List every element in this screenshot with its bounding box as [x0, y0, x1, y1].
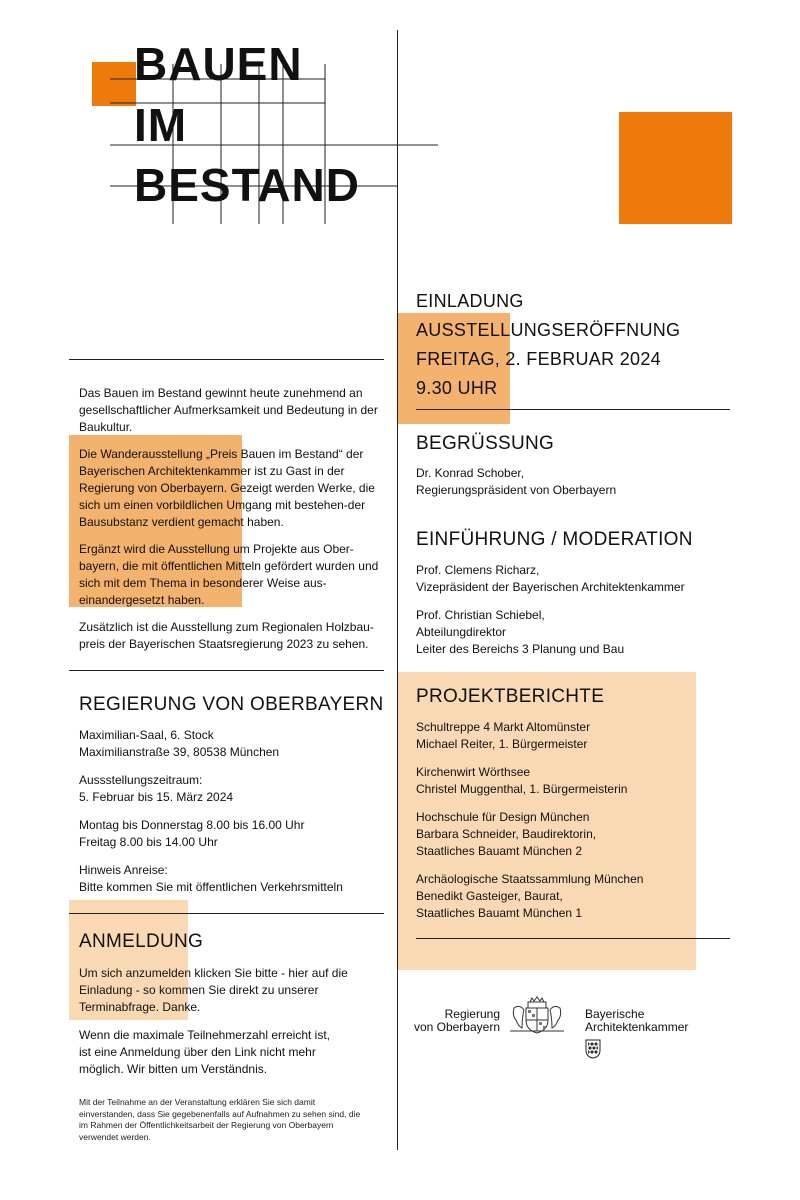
venue-travel: Bitte kommen Sie mit öffentlichen Verkehrsmitteln	[79, 880, 343, 894]
intro-paragraph-3: Ergänzt wird die Ausstellung um Projekte aus Ober-bayern, die mit öffentlichen Mitteln gefördert wurden und sich mit dem Thema in besonderer Weise aus-einandergesetzt haben.	[79, 542, 379, 607]
venue-travel-label: Hinweis Anreise:	[79, 863, 168, 877]
project-item	[416, 809, 696, 860]
intro-paragraph-1: Das Bauen im Bestand gewinnt heute zunehmend an gesellschaftlicher Aufmerksamkeit und Bedeutung in der Baukultur.	[79, 386, 378, 434]
intro-paragraph-2: Die Wanderausstellung „Preis Bauen im Bestand“ der Bayerischen Architektenkammer ist zu Gast in der Regierung von Oberbayern. Gezeigt werden Werke, die sich um einen vorbildlichen Umgang mit bestehen-der Bausubstanz verdient gemacht haben.	[79, 447, 375, 529]
project-speaker: Barbara Schneider, Baudirektorin,	[416, 827, 597, 841]
project-item	[416, 719, 696, 753]
rule-right-1	[416, 409, 730, 410]
moderator-2-role-2: Leiter des Bereichs 3 Planung und Bau	[416, 642, 625, 656]
venue-address: Maximilianstraße 39, 80538 München	[79, 745, 280, 759]
title-line-1: BAUEN	[134, 38, 303, 90]
welcome-name: Dr. Konrad Schober,	[416, 466, 525, 480]
moderation-heading: EINFÜHRUNG / MODERATION	[416, 529, 693, 550]
welcome-section	[416, 433, 736, 499]
bavarian-coat-of-arms-icon	[506, 996, 568, 1034]
rule-left-1	[69, 359, 384, 360]
welcome-heading: BEGRÜSSUNG	[416, 433, 555, 454]
invitation-time: 9.30 UHR	[416, 378, 498, 398]
project-title: Hochschule für Design München	[416, 810, 590, 824]
chamber-logo-text	[585, 1008, 715, 1034]
moderator-2-name: Prof. Christian Schiebel,	[416, 608, 545, 622]
project-office: Staatliches Bauamt München 1	[416, 906, 583, 920]
center-divider	[397, 30, 398, 1150]
project-item	[416, 871, 696, 922]
invitation-line-2: AUSSTELLUNGSERÖFFNUNG	[416, 320, 681, 340]
venue-section	[79, 694, 384, 896]
moderator-1-role: Vizepräsident der Bayerischen Architektenkammer	[416, 580, 685, 594]
gov-logo-line-1: Regierung	[444, 1007, 500, 1021]
venue-heading: REGIERUNG VON OBERBAYERN	[79, 694, 384, 715]
registration-link-text[interactable]: Um sich anzumelden klicken Sie bitte - hier auf die Einladung - so kommen Sie direkt zu unserer Terminabfrage. Danke.	[79, 966, 348, 1014]
gov-logo-text	[404, 1008, 500, 1034]
project-title: Schultreppe 4 Markt Altomünster	[416, 720, 591, 734]
moderator-2-role-1: Abteilungdirektor	[416, 625, 507, 639]
venue-room: Maximilian-Saal, 6. Stock	[79, 728, 214, 742]
invitation-block	[416, 287, 736, 403]
moderator-1-name: Prof. Clemens Richarz,	[416, 563, 540, 577]
registration-section[interactable]	[79, 931, 379, 1143]
intro-text	[79, 385, 379, 653]
project-item	[416, 764, 696, 798]
intro-paragraph-4: Zusätzlich ist die Ausstellung zum Regionalen Holzbau-preis der Bayerischen Staatsregierung 2023 zu sehen.	[79, 620, 374, 651]
venue-period-label: Aussstellungszeitraum:	[79, 773, 203, 787]
project-title: Kirchenwirt Wörthsee	[416, 765, 531, 779]
project-speaker: Michael Reiter, 1. Bürgermeister	[416, 737, 588, 751]
projects-heading: PROJEKTBERICHTE	[416, 686, 605, 707]
rule-left-2	[69, 670, 384, 671]
chamber-logo-line-1: Bayerische	[585, 1007, 645, 1021]
title-grid	[0, 0, 800, 240]
bavarian-lozenge-shield-icon	[585, 1039, 601, 1059]
invitation-date: FREITAG, 2. FEBRUAR 2024	[416, 349, 661, 369]
venue-hours-2: Freitag 8.00 bis 14.00 Uhr	[79, 835, 218, 849]
registration-note: Wenn die maximale Teilnehmerzahl erreicht ist, ist eine Anmeldung über den Link nicht mehr möglich. Wir bitten um Verständnis.	[79, 1028, 330, 1076]
gov-logo-line-2: von Oberbayern	[413, 1020, 500, 1034]
project-office: Staatliches Bauamt München 2	[416, 844, 583, 858]
rule-left-3	[69, 913, 384, 914]
consent-footnote: Mit der Teilnahme an der Veranstaltung erklären Sie sich damit einverstanden, dass Sie gegebenenfalls auf Aufnahmen zu sehen sind, die im Rahmen der Öffentlichkeitsarbeit der Regierung von Oberbayern verwendet werden.	[79, 1097, 361, 1142]
project-title: Archäologische Staatssammlung München	[416, 872, 644, 886]
welcome-role: Regierungspräsident von Oberbayern	[416, 483, 617, 497]
project-speaker: Benedikt Gasteiger, Baurat,	[416, 889, 563, 903]
invitation-line-1: EINLADUNG	[416, 291, 524, 311]
title-line-2: IM	[134, 99, 188, 151]
project-speaker: Christel Muggenthal, 1. Bürgermeisterin	[416, 782, 628, 796]
rule-right-2	[416, 938, 730, 939]
venue-period: 5. Februar bis 15. März 2024	[79, 790, 234, 804]
venue-hours-1: Montag bis Donnerstag 8.00 bis 16.00 Uhr	[79, 818, 305, 832]
moderation-section	[416, 529, 736, 658]
title-line-3: BESTAND	[134, 159, 360, 211]
registration-heading: ANMELDUNG	[79, 931, 204, 952]
projects-section	[416, 686, 696, 922]
chamber-logo-line-2: Architektenkammer	[585, 1020, 689, 1034]
